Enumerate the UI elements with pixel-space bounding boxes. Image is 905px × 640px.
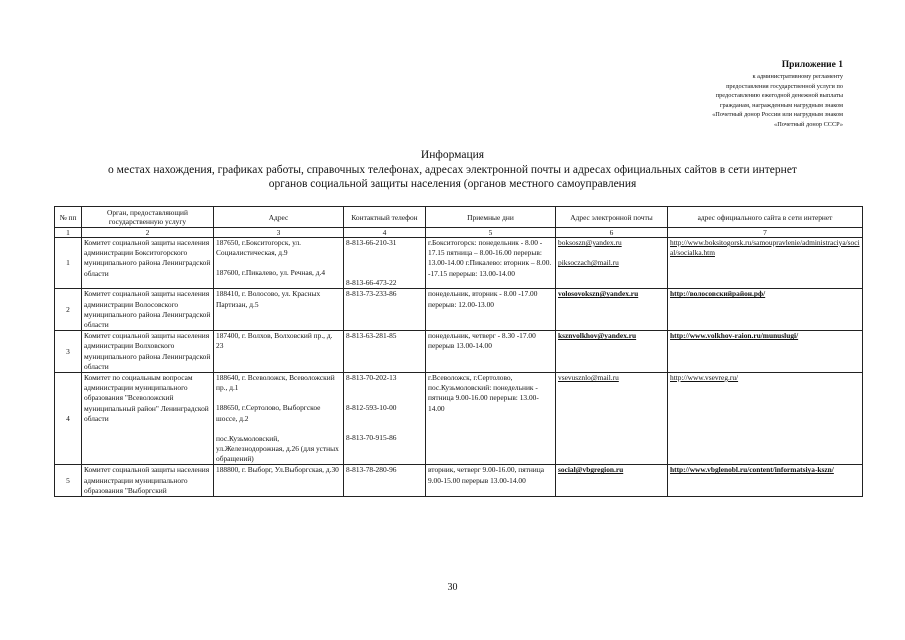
site-cell (668, 465, 863, 497)
spacer (346, 383, 423, 403)
org-cell: Комитет социальной защиты населения администрации Бокситогорского муниципального района Ленинградской области (82, 238, 214, 289)
appendix-line: «Почетный донор России или нагрудным знаком (712, 111, 843, 118)
header-email: Адрес электронной почты (556, 207, 668, 228)
row-number: 1 (55, 238, 82, 289)
site-cell (668, 373, 863, 465)
address-cell (214, 238, 344, 289)
phone-cell (344, 373, 426, 465)
appendix-line: «Почетный донор СССР» (774, 120, 843, 128)
email-cell (556, 373, 668, 465)
address-cell: 188410, г. Волосово, ул. Красных Партизан, д.5 (214, 289, 344, 331)
header-address: Адрес (214, 207, 344, 228)
email-cell (556, 331, 668, 373)
table-row (55, 238, 863, 289)
site-link[interactable]: http://www.vbglenobl.ru/content/informatsiya-kszn/ (670, 465, 834, 475)
site-link[interactable]: http://www.boksitogorsk.ru/samoupravlenie/administraciya/social/socialka.htm (670, 238, 860, 258)
spacer (216, 393, 341, 403)
table-row (55, 289, 863, 331)
column-number-row (55, 228, 863, 238)
table-row (55, 373, 863, 465)
phone-number: 8-812-593-10-00 (346, 403, 397, 413)
col-number: 1 (55, 228, 82, 238)
org-cell: Комитет социальной защиты населения администрации Волховского муниципального района Ленинградской области (82, 331, 214, 373)
phone-cell: 8-813-73-233-86 (344, 289, 426, 331)
row-number: 4 (55, 373, 82, 465)
header-phone: Контактный телефон (344, 207, 426, 228)
email-link[interactable]: volosovokszn@yandex.ru (558, 289, 639, 299)
email-link[interactable]: social@vbgregion.ru (558, 465, 624, 475)
row-number: 5 (55, 465, 82, 497)
table-header-row (55, 207, 863, 228)
email-link[interactable]: boksoszn@yandex.ru (558, 238, 622, 247)
email-link[interactable]: ksznvolkhov@yandex.ru (558, 331, 637, 341)
col-number: 5 (426, 228, 556, 238)
email-cell (556, 465, 668, 497)
spacer (346, 413, 423, 433)
info-table (54, 206, 863, 497)
col-number: 6 (556, 228, 668, 238)
days-cell: г.Бокситогорск: понедельник - 8.00 - 17.15 пятница – 8.00-16.00 перерыв: 13.00-14.00 г.Пикалево: вторник – 8.00. -17.15 перерыв: 13.00-14.00 (426, 238, 556, 289)
page-number: 30 (447, 582, 458, 593)
address-cell (214, 373, 344, 465)
phone-cell: 8-813-78-280-96 (344, 465, 426, 497)
col-number: 3 (214, 228, 344, 238)
phone-cell (344, 238, 426, 289)
appendix-block (583, 60, 843, 129)
col-number: 2 (82, 228, 214, 238)
row-number: 3 (55, 331, 82, 373)
row-number: 2 (55, 289, 82, 331)
site-cell (668, 238, 863, 289)
heading-subtitle-cont: органов социальной защиты населения (органов местного самоуправления (268, 178, 637, 190)
header-site: адрес официального сайта в сети интернет (668, 207, 863, 228)
email-link[interactable]: vsevusznlo@mail.ru (558, 373, 619, 383)
site-link[interactable]: http://волосовскийрайон.рф/ (670, 289, 766, 299)
phone-number: 8-813-70-202-13 (346, 373, 397, 383)
org-cell: Комитет социальной защиты населения администрации муниципального образования "Выборгский (82, 465, 214, 497)
spacer (346, 268, 423, 278)
site-link[interactable]: http://www.volkhov-raion.ru/munuslugi/ (670, 331, 799, 341)
header-org: Орган, предоставляющий государственную услугу (82, 207, 214, 228)
site-cell (668, 289, 863, 331)
site-link[interactable]: http://www.vsevreg.ru/ (670, 373, 739, 383)
spacer (346, 248, 423, 268)
table-row (55, 331, 863, 373)
document-heading (40, 148, 865, 192)
email-cell (556, 289, 668, 331)
address-cell: 187400, г. Волхов, Волховский пр., д. 23 (214, 331, 344, 373)
org-cell: Комитет социальной защиты населения администрации Волосовского муниципального района Ленинградской области (82, 289, 214, 331)
col-number: 7 (668, 228, 863, 238)
heading-subtitle: о местах нахождения, графиках работы, справочных телефонах, адресах электронной почты и адресах официальных сайтов в сети интернет (108, 163, 797, 176)
appendix-line: предоставления государственной услуги по (726, 82, 843, 90)
address-line: 187650, г.Бокситогорск, ул. Социалистическая, д.9 (216, 238, 302, 258)
spacer (216, 258, 341, 268)
spacer (216, 424, 341, 434)
days-cell: понедельник, вторник - 8.00 -17.00 перерыв: 12.00-13.00 (426, 289, 556, 331)
email-link[interactable]: piksoczach@mail.ru (558, 258, 619, 268)
address-line: пос.Кузьмоловский, ул.Железнодорожная, д.26 (для устных обращений) (216, 433, 339, 464)
address-line: 187600, г.Пикалево, ул. Речная, д.4 (216, 268, 326, 278)
appendix-line: гражданам, награжденным нагрудным знаком (719, 101, 843, 109)
appendix-title: Приложение 1 (781, 60, 843, 70)
header-num: № пп (55, 207, 82, 228)
days-cell: вторник, четверг 9.00-16.00, пятница 9.00-15.00 перерыв 13.00-14.00 (426, 465, 556, 497)
col-number: 4 (344, 228, 426, 238)
address-line: 188640, г. Всеволожск, Всеволожский пр., д.1 (216, 373, 335, 393)
address-cell: 188800, г. Выборг, Ул.Выборгская, д.30 (214, 465, 344, 497)
email-cell (556, 238, 668, 289)
site-cell (668, 331, 863, 373)
header-days: Приемные дни (426, 207, 556, 228)
appendix-line: к административному регламенту (752, 73, 843, 80)
phone-cell: 8-813-63-281-85 (344, 331, 426, 373)
phone-number: 8-813-66-210-31 (346, 238, 397, 247)
table-row (55, 465, 863, 497)
spacer (558, 248, 665, 258)
org-cell: Комитет по социальным вопросам администрации муниципального образования "Всеволожский муниципальный район" Ленинградской области (82, 373, 214, 465)
phone-number: 8-813-70-915-86 (346, 433, 397, 443)
days-cell: понедельник, четверг - 8.30 -17.00 перерыв 13.00-14.00 (426, 331, 556, 373)
heading-title: Информация (420, 149, 485, 161)
appendix-line: предоставлению ежегодной денежной выплаты (715, 92, 843, 99)
address-line: 188650, г.Сертолово, Выборгское шоссе, д.2 (216, 403, 321, 423)
phone-number: 8-813-66-473-22 (346, 278, 397, 288)
days-cell: г.Всеволожск, г.Сертолово, пос.Кузьмоловский: понедельник - пятница 9.00-16.00 перерыв: 13.00-14.00 (426, 373, 556, 465)
